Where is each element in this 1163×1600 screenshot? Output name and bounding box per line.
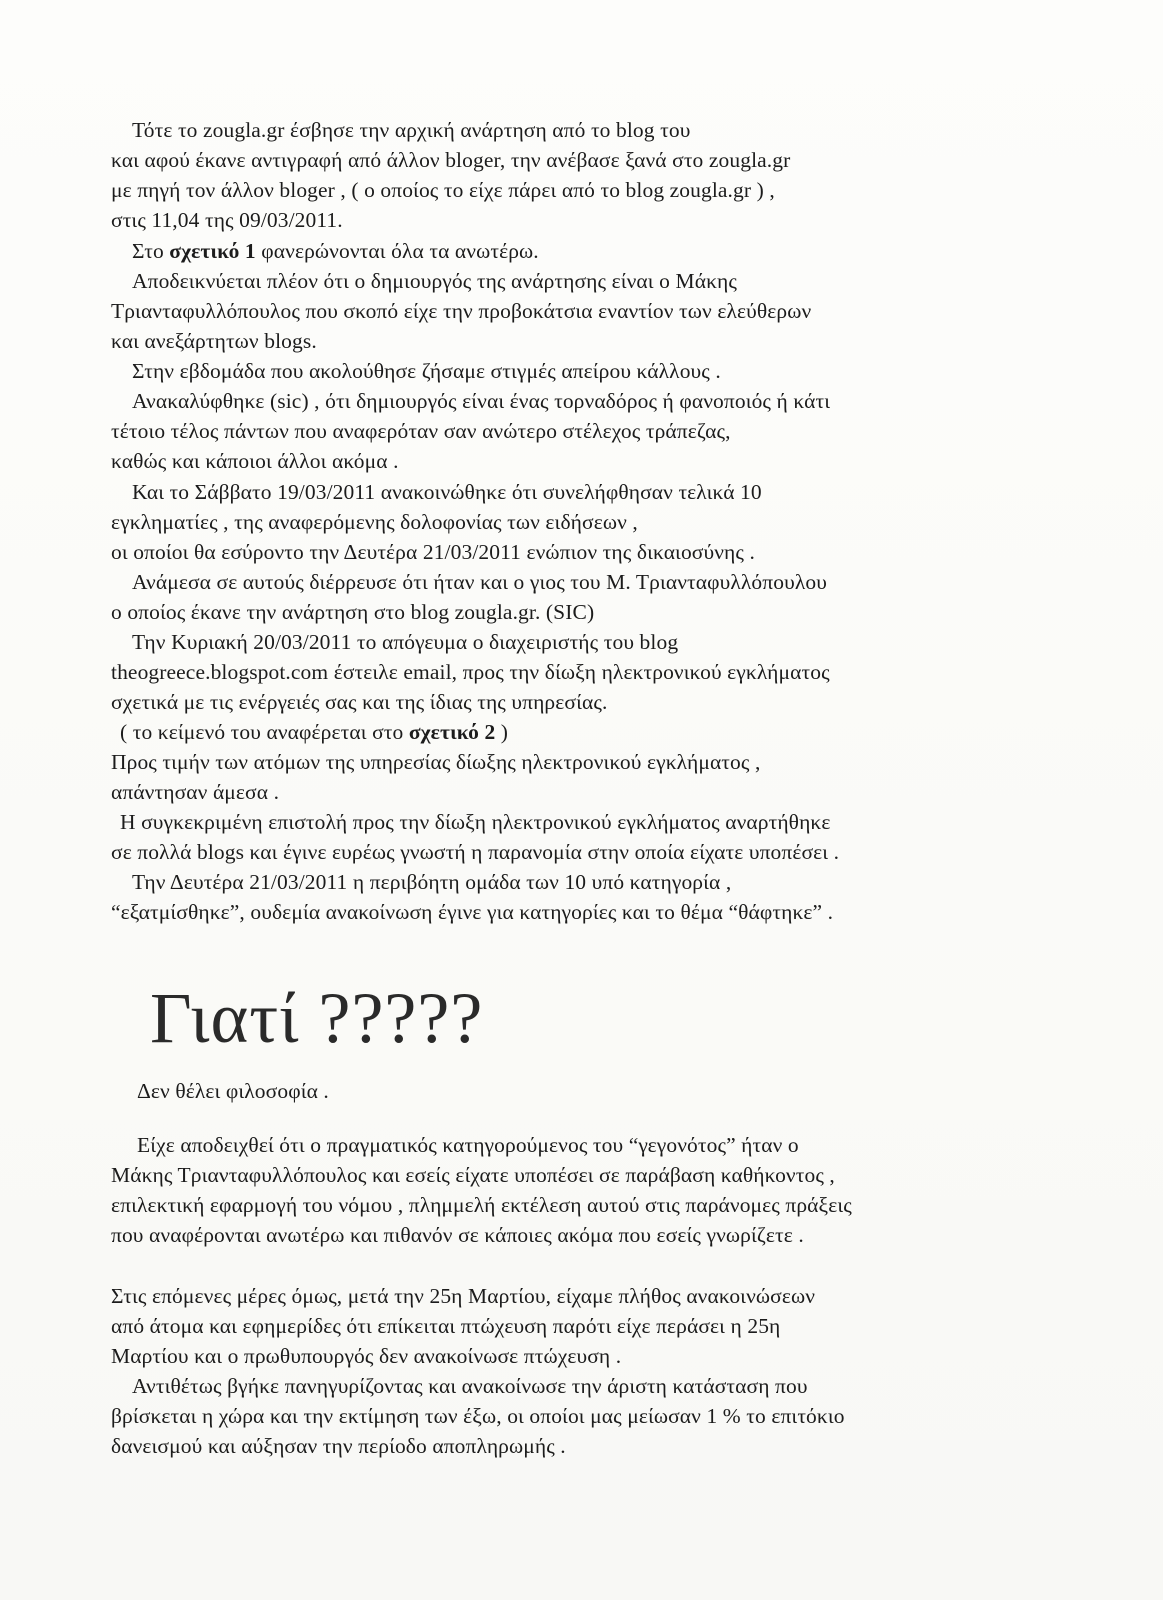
text-line-with-reference	[132, 238, 539, 264]
text-line: Και το Σάββατο 19/03/2011 ανακοινώθηκε ότι συνελήφθησαν τελικά 10	[132, 480, 762, 504]
text-line: σε πολλά blogs και έγινε ευρέως γνωστή η παρανομία στην οποία είχατε υποπέσει .	[111, 840, 840, 864]
text-line: Προς τιμήν των ατόμων της υπηρεσίας δίωξης ηλεκτρονικού εγκλήματος ,	[111, 750, 761, 774]
text-line: Ανάμεσα σε αυτούς διέρρευσε ότι ήταν και ο γιος του Μ. Τριανταφυλλόπουλου	[132, 570, 827, 594]
reference-1: σχετικό 1	[169, 239, 256, 263]
text-line: Τότε το zougla.gr έσβησε την αρχική ανάρτηση από το blog του	[132, 118, 691, 142]
text-span: Στο	[132, 239, 170, 263]
text-line: Είχε αποδειχθεί ότι ο πραγματικός κατηγορούμενος του “γεγονότος” ήταν ο	[137, 1133, 799, 1157]
reference-2: σχετικό 2	[408, 720, 496, 744]
text-line: απάντησαν άμεσα .	[111, 780, 280, 804]
text-line: Στην εβδομάδα που ακολούθησε ζήσαμε στιγμές απείρου κάλλους .	[132, 359, 721, 383]
text-line: τέτοιο τέλος πάντων που αναφερόταν σαν ανώτερο στέλεχος τράπεζας,	[111, 419, 731, 443]
text-line: “εξατμίσθηκε”, ουδεμία ανακοίνωση έγινε για κατηγορίες και το θέμα “θάφτηκε” .	[111, 900, 834, 924]
text-line: Τριανταφυλλόπουλος που σκοπό είχε την προβοκάτσια εναντίον των ελεύθερων	[111, 299, 812, 323]
text-line: και ανεξάρτητων blogs.	[111, 329, 317, 353]
text-line: Την Δευτέρα 21/03/2011 η περιβόητη ομάδα των 10 υπό κατηγορία ,	[132, 870, 732, 894]
text-line: οι οποίοι θα εσύροντο την Δευτέρα 21/03/2011 ενώπιον της δικαιοσύνης .	[111, 540, 755, 564]
text-line: Στις επόμενες μέρες όμως, μετά την 25η Μαρτίου, είχαμε πλήθος ανακοινώσεων	[111, 1284, 816, 1308]
text-line: επιλεκτική εφαρμογή του νόμου , πλημμελή εκτέλεση αυτού στις παράνομες πράξεις	[111, 1193, 852, 1217]
text-line: theogreece.blogspot.com έστειλε email, προς την δίωξη ηλεκτρονικού εγκλήματος	[111, 660, 830, 684]
page-heading: Γιατί ?????	[150, 978, 484, 1058]
text-line: σχετικά με τις ενέργειές σας και της ίδιας της υπηρεσίας.	[111, 690, 608, 714]
text-line: που αναφέρονται ανωτέρω και πιθανόν σε κάποιες ακόμα που εσείς γνωρίζετε .	[111, 1223, 804, 1247]
text-line: Η συγκεκριμένη επιστολή προς την δίωξη ηλεκτρονικού εγκλήματος αναρτήθηκε	[120, 810, 831, 834]
text-line: Ανακαλύφθηκε (sic) , ότι δημιουργός είναι ένας τορναδόρος ή φανοποιός ή κάτι	[132, 389, 831, 413]
text-span: )	[495, 720, 509, 744]
text-line: Την Κυριακή 20/03/2011 το απόγευμα ο διαχειριστής του blog	[132, 630, 679, 654]
text-span: ( το κείμενό του αναφέρεται στο	[120, 720, 409, 744]
text-line: με πηγή τον άλλον bloger , ( ο οποίος το είχε πάρει από το blog zougla.gr ) ,	[111, 178, 775, 202]
text-line: βρίσκεται η χώρα και την εκτίμηση των έξω, οι οποίοι μας μείωσαν 1 % το επιτόκιο	[111, 1404, 845, 1428]
text-line: στις 11,04 της 09/03/2011.	[111, 208, 343, 232]
text-line: ο οποίος έκανε την ανάρτηση στο blog zougla.gr. (SIC)	[111, 600, 595, 624]
text-line: Μαρτίου και ο πρωθυπουργός δεν ανακοίνωσε πτώχευση .	[111, 1344, 622, 1368]
text-line: από άτομα και εφημερίδες ότι επίκειται πτώχευση παρότι είχε περάσει η 25η	[111, 1314, 781, 1338]
text-line-with-reference	[120, 719, 508, 745]
text-line: εγκληματίες , της αναφερόμενης δολοφονίας των ειδήσεων ,	[111, 510, 638, 534]
text-line: Αποδεικνύεται πλέον ότι ο δημιουργός της ανάρτησης είναι ο Μάκης	[132, 269, 737, 293]
text-line: δανεισμού και αύξησαν την περίοδο αποπληρωμής .	[111, 1434, 566, 1458]
text-line: και αφού έκανε αντιγραφή από άλλον bloger, την ανέβασε ξανά στο zougla.gr	[111, 148, 791, 172]
text-line: καθώς και κάποιοι άλλοι ακόμα .	[111, 449, 399, 473]
text-line: Μάκης Τριανταφυλλόπουλος και εσείς είχατε υποπέσει σε παράβαση καθήκοντος ,	[111, 1163, 835, 1187]
text-span: φανερώνονται όλα τα ανωτέρω.	[255, 239, 539, 263]
text-line: Αντιθέτως βγήκε πανηγυρίζοντας και ανακοίνωσε την άριστη κατάσταση που	[132, 1374, 808, 1398]
text-line: Δεν θέλει φιλοσοφία .	[137, 1079, 329, 1103]
